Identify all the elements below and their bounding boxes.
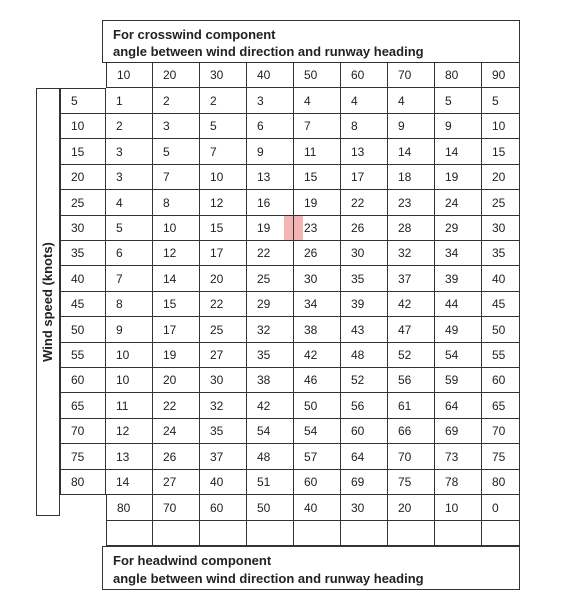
component-value-cell: 14 [388,139,435,165]
component-value-cell: 17 [341,165,388,190]
crosswind-angle-header: 80 [435,63,482,88]
component-value-cell: 54 [435,343,482,368]
headwind-angle-header: 70 [153,495,200,521]
wind-speed-axis-label [36,88,60,516]
component-value-cell: 35 [247,343,294,368]
component-value-cell: 40 [482,266,520,292]
component-value-cell: 69 [435,419,482,444]
blank-cell [435,521,482,546]
component-value-cell: 22 [153,393,200,419]
component-value-cell: 4 [294,88,341,114]
component-value-cell: 26 [341,216,388,241]
component-value-cell: 27 [153,470,200,495]
wind-speed-cell: 20 [60,165,106,190]
component-value-cell: 54 [294,419,341,444]
component-value-cell: 38 [247,368,294,393]
component-value-cell: 47 [388,317,435,343]
component-value-cell: 50 [294,393,341,419]
component-value-cell: 15 [482,139,520,165]
component-value-cell: 26 [153,444,200,470]
wind-speed-cell: 60 [60,368,106,393]
crosswind-angle-header: 40 [247,63,294,88]
component-value-cell: 48 [247,444,294,470]
component-value-cell: 6 [247,114,294,139]
component-value-cell: 48 [341,343,388,368]
blank-cell [341,521,388,546]
component-value-cell: 10 [106,368,153,393]
component-value-cell: 8 [153,190,200,216]
crosswind-header [102,20,520,63]
component-value-cell: 2 [200,88,247,114]
component-value-cell: 10 [106,343,153,368]
headwind-angle-header: 0 [482,495,520,521]
component-value-cell: 9 [106,317,153,343]
headwind-angle-header: 30 [341,495,388,521]
component-value-cell: 32 [247,317,294,343]
headwind-angle-header: 40 [294,495,341,521]
component-value-cell: 5 [200,114,247,139]
component-value-cell: 13 [341,139,388,165]
component-value-cell: 19 [247,216,294,241]
component-value-cell: 42 [294,343,341,368]
component-value-cell: 43 [341,317,388,343]
component-value-cell: 70 [482,419,520,444]
component-value-cell: 13 [247,165,294,190]
component-value-cell: 24 [435,190,482,216]
blank-cell [153,521,200,546]
component-value-cell: 69 [341,470,388,495]
component-value-cell: 1 [106,88,153,114]
component-value-cell: 60 [341,419,388,444]
component-value-cell: 32 [388,241,435,266]
wind-speed-cell: 35 [60,241,106,266]
blank-cell [200,521,247,546]
component-value-cell: 15 [153,292,200,317]
wind-speed-cell: 80 [60,470,106,495]
wind-speed-cell: 30 [60,216,106,241]
component-value-cell: 23 [294,216,341,241]
component-value-cell: 12 [153,241,200,266]
component-value-cell: 16 [247,190,294,216]
component-value-cell: 14 [435,139,482,165]
component-value-cell: 12 [106,419,153,444]
component-value-cell: 78 [435,470,482,495]
component-value-cell: 8 [341,114,388,139]
component-value-cell: 20 [482,165,520,190]
component-value-cell: 73 [435,444,482,470]
component-value-cell: 28 [388,216,435,241]
component-value-cell: 54 [247,419,294,444]
component-value-cell: 7 [294,114,341,139]
crosswind-header-line1: For crosswind component [113,27,276,42]
component-value-cell: 60 [294,470,341,495]
component-value-cell: 27 [200,343,247,368]
component-value-cell: 56 [341,393,388,419]
component-value-cell: 35 [482,241,520,266]
component-value-cell: 40 [200,470,247,495]
component-value-cell: 49 [435,317,482,343]
component-value-cell: 17 [153,317,200,343]
component-value-cell: 34 [294,292,341,317]
component-value-cell: 22 [247,241,294,266]
component-value-cell: 52 [341,368,388,393]
component-value-cell: 42 [388,292,435,317]
component-value-cell: 20 [200,266,247,292]
crosswind-angle-header: 60 [341,63,388,88]
component-value-cell: 35 [341,266,388,292]
component-value-cell: 50 [482,317,520,343]
component-value-cell: 44 [435,292,482,317]
component-value-cell: 30 [341,241,388,266]
component-value-cell: 13 [106,444,153,470]
headwind-angle-header: 80 [106,495,153,521]
component-value-cell: 11 [106,393,153,419]
component-value-cell: 42 [247,393,294,419]
component-value-cell: 19 [153,343,200,368]
component-value-cell: 18 [388,165,435,190]
wind-speed-cell: 15 [60,139,106,165]
component-value-cell: 29 [435,216,482,241]
component-value-cell: 5 [153,139,200,165]
component-value-cell: 32 [200,393,247,419]
headwind-header-line1: For headwind component [113,553,272,568]
component-value-cell: 3 [247,88,294,114]
component-value-cell: 57 [294,444,341,470]
component-value-cell: 39 [341,292,388,317]
headwind-header [102,546,520,590]
component-value-cell: 22 [200,292,247,317]
wind-speed-cell: 40 [60,266,106,292]
headwind-angle-header: 20 [388,495,435,521]
component-value-cell: 23 [388,190,435,216]
component-value-cell: 30 [200,368,247,393]
component-value-cell: 20 [153,368,200,393]
component-value-cell: 7 [200,139,247,165]
component-value-cell: 3 [153,114,200,139]
component-value-cell: 59 [435,368,482,393]
component-value-cell: 14 [106,470,153,495]
component-value-cell: 51 [247,470,294,495]
component-value-cell: 30 [482,216,520,241]
component-value-cell: 5 [106,216,153,241]
component-value-cell: 15 [294,165,341,190]
component-value-cell: 66 [388,419,435,444]
component-value-cell: 80 [482,470,520,495]
blank-cell [106,521,153,546]
wind-speed-cell: 10 [60,114,106,139]
blank-cell [388,521,435,546]
crosswind-angle-header: 30 [200,63,247,88]
component-value-cell: 3 [106,139,153,165]
component-value-cell: 15 [200,216,247,241]
component-value-cell: 25 [482,190,520,216]
component-value-cell: 9 [388,114,435,139]
wind-speed-cell: 70 [60,419,106,444]
component-value-cell: 25 [247,266,294,292]
wind-speed-axis-text: Wind speed (knots) [40,242,55,362]
component-value-cell: 64 [341,444,388,470]
headwind-angle-header: 50 [247,495,294,521]
component-value-cell: 45 [482,292,520,317]
component-value-cell: 19 [435,165,482,190]
component-value-cell: 29 [247,292,294,317]
component-value-cell: 5 [435,88,482,114]
crosswind-header-line2: angle between wind direction and runway heading [113,44,424,59]
component-value-cell: 25 [200,317,247,343]
component-value-cell: 10 [200,165,247,190]
component-value-cell: 26 [294,241,341,266]
wind-speed-cell: 55 [60,343,106,368]
headwind-angle-header: 10 [435,495,482,521]
component-value-cell: 19 [294,190,341,216]
component-value-cell: 8 [106,292,153,317]
component-value-cell: 38 [294,317,341,343]
component-value-cell: 75 [388,470,435,495]
wind-speed-cell: 5 [60,88,106,114]
component-value-cell: 2 [106,114,153,139]
component-value-cell: 64 [435,393,482,419]
component-value-cell: 22 [341,190,388,216]
component-value-cell: 7 [106,266,153,292]
component-value-cell: 37 [388,266,435,292]
headwind-header-line2: angle between wind direction and runway heading [113,571,424,586]
crosswind-angle-header: 10 [106,63,153,88]
component-value-cell: 39 [435,266,482,292]
component-value-cell: 24 [153,419,200,444]
component-value-cell: 37 [200,444,247,470]
component-value-cell: 12 [200,190,247,216]
component-value-cell: 75 [482,444,520,470]
component-value-cell: 4 [388,88,435,114]
component-value-cell: 46 [294,368,341,393]
crosswind-angle-header: 50 [294,63,341,88]
crosswind-angle-header: 20 [153,63,200,88]
crosswind-angle-header: 70 [388,63,435,88]
wind-speed-cell: 45 [60,292,106,317]
component-value-cell: 5 [482,88,520,114]
crosswind-angle-header: 90 [482,63,520,88]
component-value-cell: 60 [482,368,520,393]
component-value-cell: 9 [247,139,294,165]
component-value-cell: 10 [153,216,200,241]
component-value-cell: 4 [106,190,153,216]
component-value-cell: 2 [153,88,200,114]
blank-cell [294,521,341,546]
component-value-cell: 4 [341,88,388,114]
component-value-cell: 35 [200,419,247,444]
component-value-cell: 6 [106,241,153,266]
blank-cell [247,521,294,546]
component-value-cell: 11 [294,139,341,165]
component-value-cell: 10 [482,114,520,139]
wind-speed-cell: 25 [60,190,106,216]
component-value-cell: 55 [482,343,520,368]
headwind-angle-header: 60 [200,495,247,521]
blank-cell [482,521,520,546]
component-value-cell: 70 [388,444,435,470]
component-value-cell: 7 [153,165,200,190]
component-value-cell: 65 [482,393,520,419]
component-value-cell: 52 [388,343,435,368]
component-value-cell: 9 [435,114,482,139]
wind-speed-cell: 50 [60,317,106,343]
component-value-cell: 56 [388,368,435,393]
component-value-cell: 30 [294,266,341,292]
wind-speed-cell: 75 [60,444,106,470]
component-value-cell: 34 [435,241,482,266]
component-value-cell: 3 [106,165,153,190]
wind-speed-cell: 65 [60,393,106,419]
component-value-cell: 61 [388,393,435,419]
component-value-cell: 17 [200,241,247,266]
component-value-cell: 14 [153,266,200,292]
